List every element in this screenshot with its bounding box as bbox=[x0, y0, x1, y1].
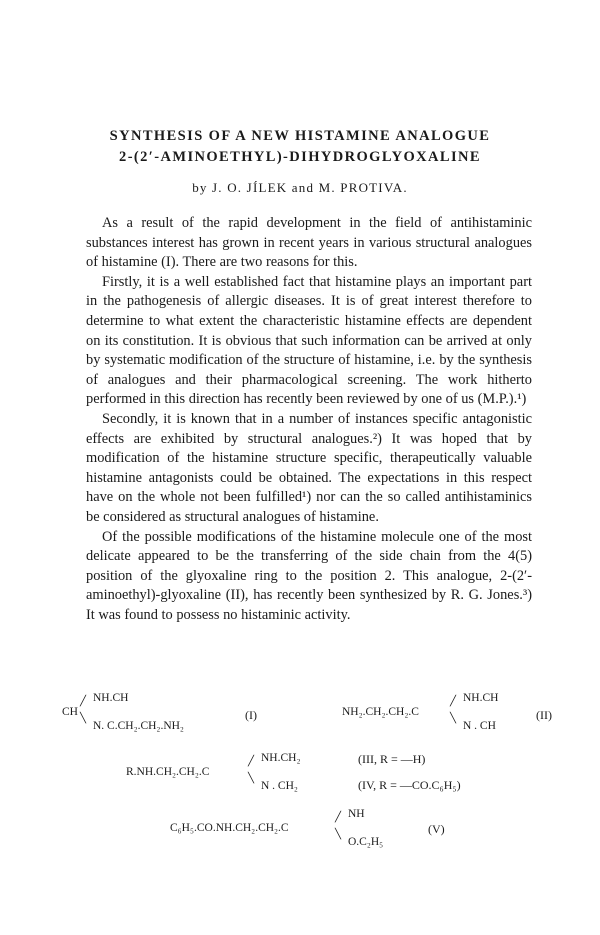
formula-2-label: (II) bbox=[536, 708, 552, 722]
formula-1-top: NH.CH bbox=[93, 692, 129, 704]
formula-2-left: NH₂.CH₂.CH₂.C bbox=[342, 706, 419, 718]
formula-3-left: R.NH.CH₂.CH₂.C bbox=[126, 766, 210, 778]
formula-5-top: NH bbox=[348, 808, 365, 820]
paper-page: SYNTHESIS OF A NEW HISTAMINE ANALOGUE 2-(2′-AMINOETHYL)-DIHYDROGLYOXALINE by J. O. JÍLEK and M. PROTIVA. As a result of the rapid development in the field of antihistaminic substances interest has grown in recent years in various structural analogues of histamine (I). There are two reasons for this. Firstly, it is a well established fact that histamine plays an important part in the pathogenesis of allergic diseases. It is of great interest therefore to determine to what extent the characteristic histamine effects are dependent on its constitution. It is obvious that such information can be arrived at only by systematic modification of the structure of histamine, i.e. by the synthesis of analogues and their pharmacological screening. The work hitherto performed in this direction has recently been reviewed by one of us (M.P.).¹) Secondly, it is known that in a number of instances specific antagonistic effects are exhibited by structural analogues.²) It was hoped that by modification of the histamine structure specific, therapeutically valuable histamine antagonists could be obtained. The expectations in this respect have on the whole not been fulfilled¹) nor can the so called antihistaminics be considered as structural analogues of histamine. Of the possible modifications of the histamine molecule one of the most delicate appeared to be the transferring of the side chain from the 4(5) position of the glyoxaline ring to the position 2. This analogue, 2-(2′-aminoethyl)-glyoxaline (II), has recently been synthesized by R. G. Jones.³) It was found to possess no histaminic activity. CH ╱ ╲ NH.CH N. C.CH₂.CH₂.NH₂ (I) NH₂.CH₂.CH₂.C ╱ ╲ NH.CH N . CH (II) R.NH.CH₂.CH₂.C ╱ ╲ NH.CH₂ N . CH₂ (III, R = —H) (IV, R = —CO.C₆H₅) C₆H₅.CO.NH.CH₂.CH₂.C ╱ ╲ NH O.C₂H₅ (V) bbox=[0, 0, 600, 935]
paragraph-3: Secondly, it is known that in a number of instances specific antagonistic effects are exhibited by structural analogues.²) It was hoped that by modification of the histamine structure specific, therapeutically valuable histamine antagonists could be obtained. The expectations in this respect have on the whole not been fulfilled¹) nor can the so called antihistaminics be considered as structural analogues of histamine. bbox=[86, 410, 532, 525]
formula-2-bottom: N . CH bbox=[463, 720, 496, 732]
formula-1-bottom: N. C.CH₂.CH₂.NH₂ bbox=[93, 720, 184, 732]
formula-1-label: (I) bbox=[245, 708, 257, 722]
paragraph-1: As a result of the rapid development in the field of antihistaminic substances interest has grown in recent years in various structural analogues of histamine (I). There are two reasons for this. bbox=[86, 215, 532, 271]
paragraph-4: Of the possible modifications of the histamine molecule one of the most delicate appeared to be the transferring of the side chain from the 4(5) position of the glyoxaline ring to the position 2. This analogue, 2-(2′-aminoethyl)-glyoxaline (II), has recently been synthesized by R. G. Jones.³) It was found to possess no histaminic activity. bbox=[86, 528, 532, 623]
paragraph-2: Firstly, it is a well established fact that histamine plays an important part in the pathogenesis of allergic diseases. It is of great interest therefore to determine to what extent the characteristic histamine effects are dependent on its constitution. It is obvious that such information can be arrived at only by systematic modification of the structure of histamine, i.e. by the synthesis of analogues and their pharmacological screening. The work hitherto performed in this direction has recently been reviewed by one of us (M.P.).¹) bbox=[86, 273, 532, 408]
body-text bbox=[86, 214, 532, 625]
formula-5-bottom: O.C₂H₅ bbox=[348, 836, 384, 848]
formula-3-label: (III, R = —H) bbox=[358, 752, 426, 766]
paper-title-line-2: 2-(2′-AMINOETHYL)-DIHYDROGLYOXALINE bbox=[119, 149, 481, 165]
formula-4-label: (IV, R = —CO.C₆H₅) bbox=[358, 778, 461, 792]
formula-5-label: (V) bbox=[428, 822, 445, 836]
formula-3-top: NH.CH₂ bbox=[261, 752, 301, 764]
formula-2-top: NH.CH bbox=[463, 692, 499, 704]
paper-title-line-1: SYNTHESIS OF A NEW HISTAMINE ANALOGUE bbox=[109, 128, 491, 144]
formula-1-left: CH bbox=[62, 706, 78, 718]
formula-3-bottom: N . CH₂ bbox=[261, 780, 298, 792]
formula-5-left: C₆H₅.CO.NH.CH₂.CH₂.C bbox=[170, 822, 289, 834]
authors-line: by J. O. JÍLEK and M. PROTIVA. bbox=[192, 180, 408, 195]
